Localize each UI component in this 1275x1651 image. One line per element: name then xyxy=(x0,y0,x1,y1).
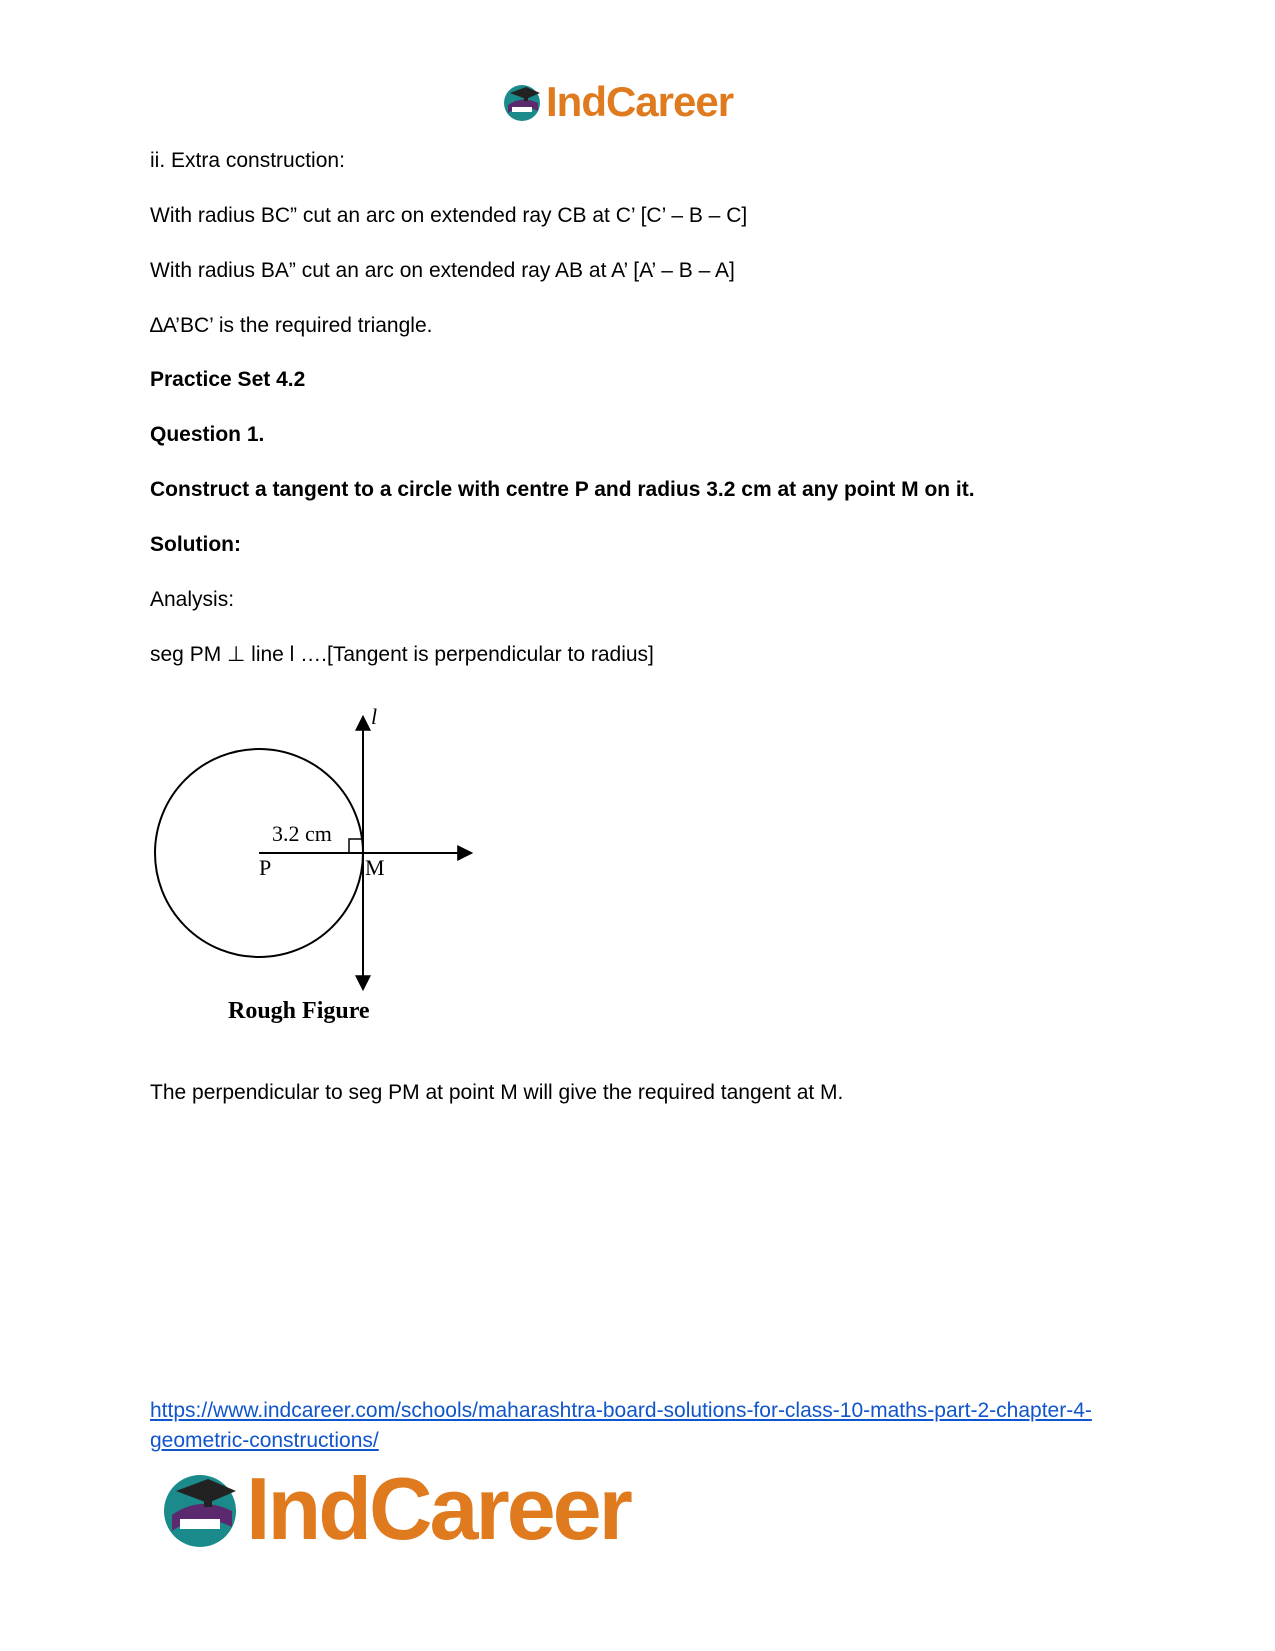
line-label: l xyxy=(371,704,378,729)
paragraph-conclusion: The perpendicular to seg PM at point M will give the required tangent at M. xyxy=(150,1081,844,1104)
heading-solution: Solution: xyxy=(150,533,241,556)
center-label: P xyxy=(259,855,272,880)
paragraph-required-triangle: ∆A’BC’ is the required triangle. xyxy=(150,314,433,337)
logo-wordmark: IndCareer xyxy=(546,78,734,125)
paragraph-radius-ba: With radius BA” cut an arc on extended ray AB at A’ [A’ – B – A] xyxy=(150,259,735,282)
figure-caption: Rough Figure xyxy=(228,998,370,1024)
logo-wordmark: IndCareer xyxy=(246,1459,630,1558)
right-angle-marker xyxy=(349,839,363,853)
radius-label: 3.2 cm xyxy=(272,821,332,846)
paragraph-radius-bc: With radius BC” cut an arc on extended ray CB at C’ [C’ – B – C] xyxy=(150,204,748,227)
rough-figure xyxy=(150,700,490,1045)
paragraph-analysis: Analysis: xyxy=(150,588,235,611)
heading-practice-set: Practice Set 4.2 xyxy=(150,368,306,391)
question-text: Construct a tangent to a circle with centre P and radius 3.2 cm at any point M on it. xyxy=(150,478,975,501)
source-link[interactable]: https://www.indcareer.com/schools/maharashtra-board-solutions-for-class-10-maths-part-2-chapter-4-geometric-constructions/ xyxy=(150,1399,1092,1452)
point-label: M xyxy=(365,855,385,880)
graduation-cap-globe-icon xyxy=(160,1467,244,1551)
paragraph-extra-construction: ii. Extra construction: xyxy=(150,149,345,172)
indcareer-logo-bottom xyxy=(160,1459,630,1558)
indcareer-logo-top xyxy=(502,80,733,124)
paragraph-seg-pm: seg PM ⊥ line l ….[Tangent is perpendicular to radius] xyxy=(150,643,654,666)
heading-question-1: Question 1. xyxy=(150,423,265,446)
tangent-diagram xyxy=(150,700,490,1040)
graduation-cap-globe-icon xyxy=(502,81,544,123)
